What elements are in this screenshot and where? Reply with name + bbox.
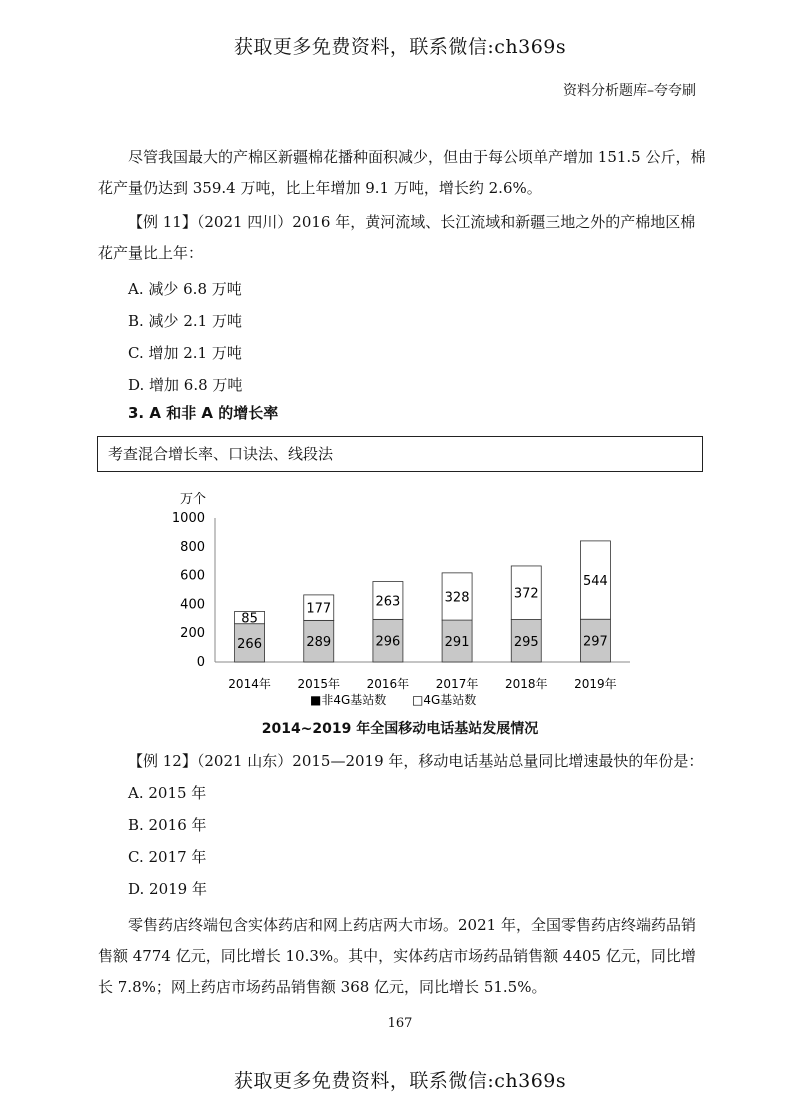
data-label-4g: 372 xyxy=(513,586,539,602)
note-box: 考查混合增长率、口诀法、线段法 xyxy=(97,436,703,472)
y-axis-unit-label: 万个 xyxy=(180,492,207,507)
data-label-non-4g: 295 xyxy=(513,634,539,650)
data-label-non-4g: 266 xyxy=(237,636,262,652)
example-11-option-a: A. 减少 6.8 万吨 xyxy=(128,280,242,298)
chart-value-labels xyxy=(237,574,608,652)
intro-paragraph: 尽管我国最大的产棉区新疆棉花播种面积减少，但由于每公顷单产增加 151.5 公斤，棉花产量仍达到 359.4 万吨，比上年增加 9.1 万吨，增长约 2.6%。 xyxy=(98,148,706,197)
data-label-4g: 544 xyxy=(583,574,608,590)
example-11-option-b: B. 减少 2.1 万吨 xyxy=(128,312,242,330)
chart-legend xyxy=(310,692,476,707)
y-tick-label: 1000 xyxy=(171,511,205,526)
x-tick-label: 2019年 xyxy=(574,677,617,691)
y-tick-label: 600 xyxy=(180,568,205,584)
data-label-4g: 328 xyxy=(444,590,470,606)
example-12-option-b: B. 2016 年 xyxy=(128,816,207,834)
example-12-option-a: A. 2015 年 xyxy=(128,784,207,802)
x-tick-label: 2018年 xyxy=(504,677,548,691)
legend-non-4g: ■非4G基站数 xyxy=(310,693,387,707)
y-tick-label: 800 xyxy=(180,539,205,555)
chart-bars xyxy=(235,541,611,662)
stacked-bar-chart xyxy=(150,486,650,714)
example-11-option-c: C. 增加 2.1 万吨 xyxy=(128,344,242,362)
y-tick-label: 400 xyxy=(180,597,205,613)
page-header: 资料分析题库–夸夸刷 xyxy=(563,83,696,99)
data-label-non-4g: 289 xyxy=(306,635,332,651)
watermark-bottom: 获取更多免费资料，联系微信:ch369s xyxy=(233,1070,567,1092)
example-12-option-d: D. 2019 年 xyxy=(128,880,207,898)
example-11-option-d: D. 增加 6.8 万吨 xyxy=(128,376,243,394)
data-label-non-4g: 297 xyxy=(583,634,608,650)
closing-paragraph: 零售药店终端包含实体药店和网上药店两大市场。2021 年，全国零售药店终端药品销售额 4774 亿元，同比增长 10.3%。其中，实体药店市场药品销售额 4405 亿元，同比增长 7.8%；网上药店市场药品销售额 368 亿元，同比增长 51.5%。 xyxy=(98,916,696,996)
legend-4g: □4G基站数 xyxy=(412,693,477,707)
section-heading: 3. A 和非 A 的增长率 xyxy=(128,404,279,422)
data-label-4g: 85 xyxy=(241,611,258,627)
chart-grid xyxy=(215,518,630,662)
y-tick-label: 0 xyxy=(196,655,205,670)
y-tick-label: 200 xyxy=(180,626,205,642)
chart-title: 2014~2019 年全国移动电话基站发展情况 xyxy=(261,721,539,737)
example-12-option-c: C. 2017 年 xyxy=(128,848,207,866)
page-number: 167 xyxy=(387,1016,413,1031)
data-label-4g: 177 xyxy=(306,601,332,617)
example-11-question: 【例 11】（2021 四川）2016 年，黄河流域、长江流域和新疆三地之外的产棉地区棉花产量比上年： xyxy=(98,213,696,262)
data-label-non-4g: 296 xyxy=(375,634,401,650)
x-tick-label: 2014年 xyxy=(228,677,271,691)
watermark-top: 获取更多免费资料，联系微信:ch369s xyxy=(233,36,567,58)
x-tick-label: 2016年 xyxy=(366,677,410,691)
x-tick-label: 2015年 xyxy=(297,677,341,691)
x-tick-label: 2017年 xyxy=(435,677,479,691)
data-label-non-4g: 291 xyxy=(444,635,470,651)
example-12-question: 【例 12】（2021 山东）2015—2019 年，移动电话基站总量同比增速最快的年份是： xyxy=(128,752,704,770)
data-label-4g: 263 xyxy=(375,594,401,610)
